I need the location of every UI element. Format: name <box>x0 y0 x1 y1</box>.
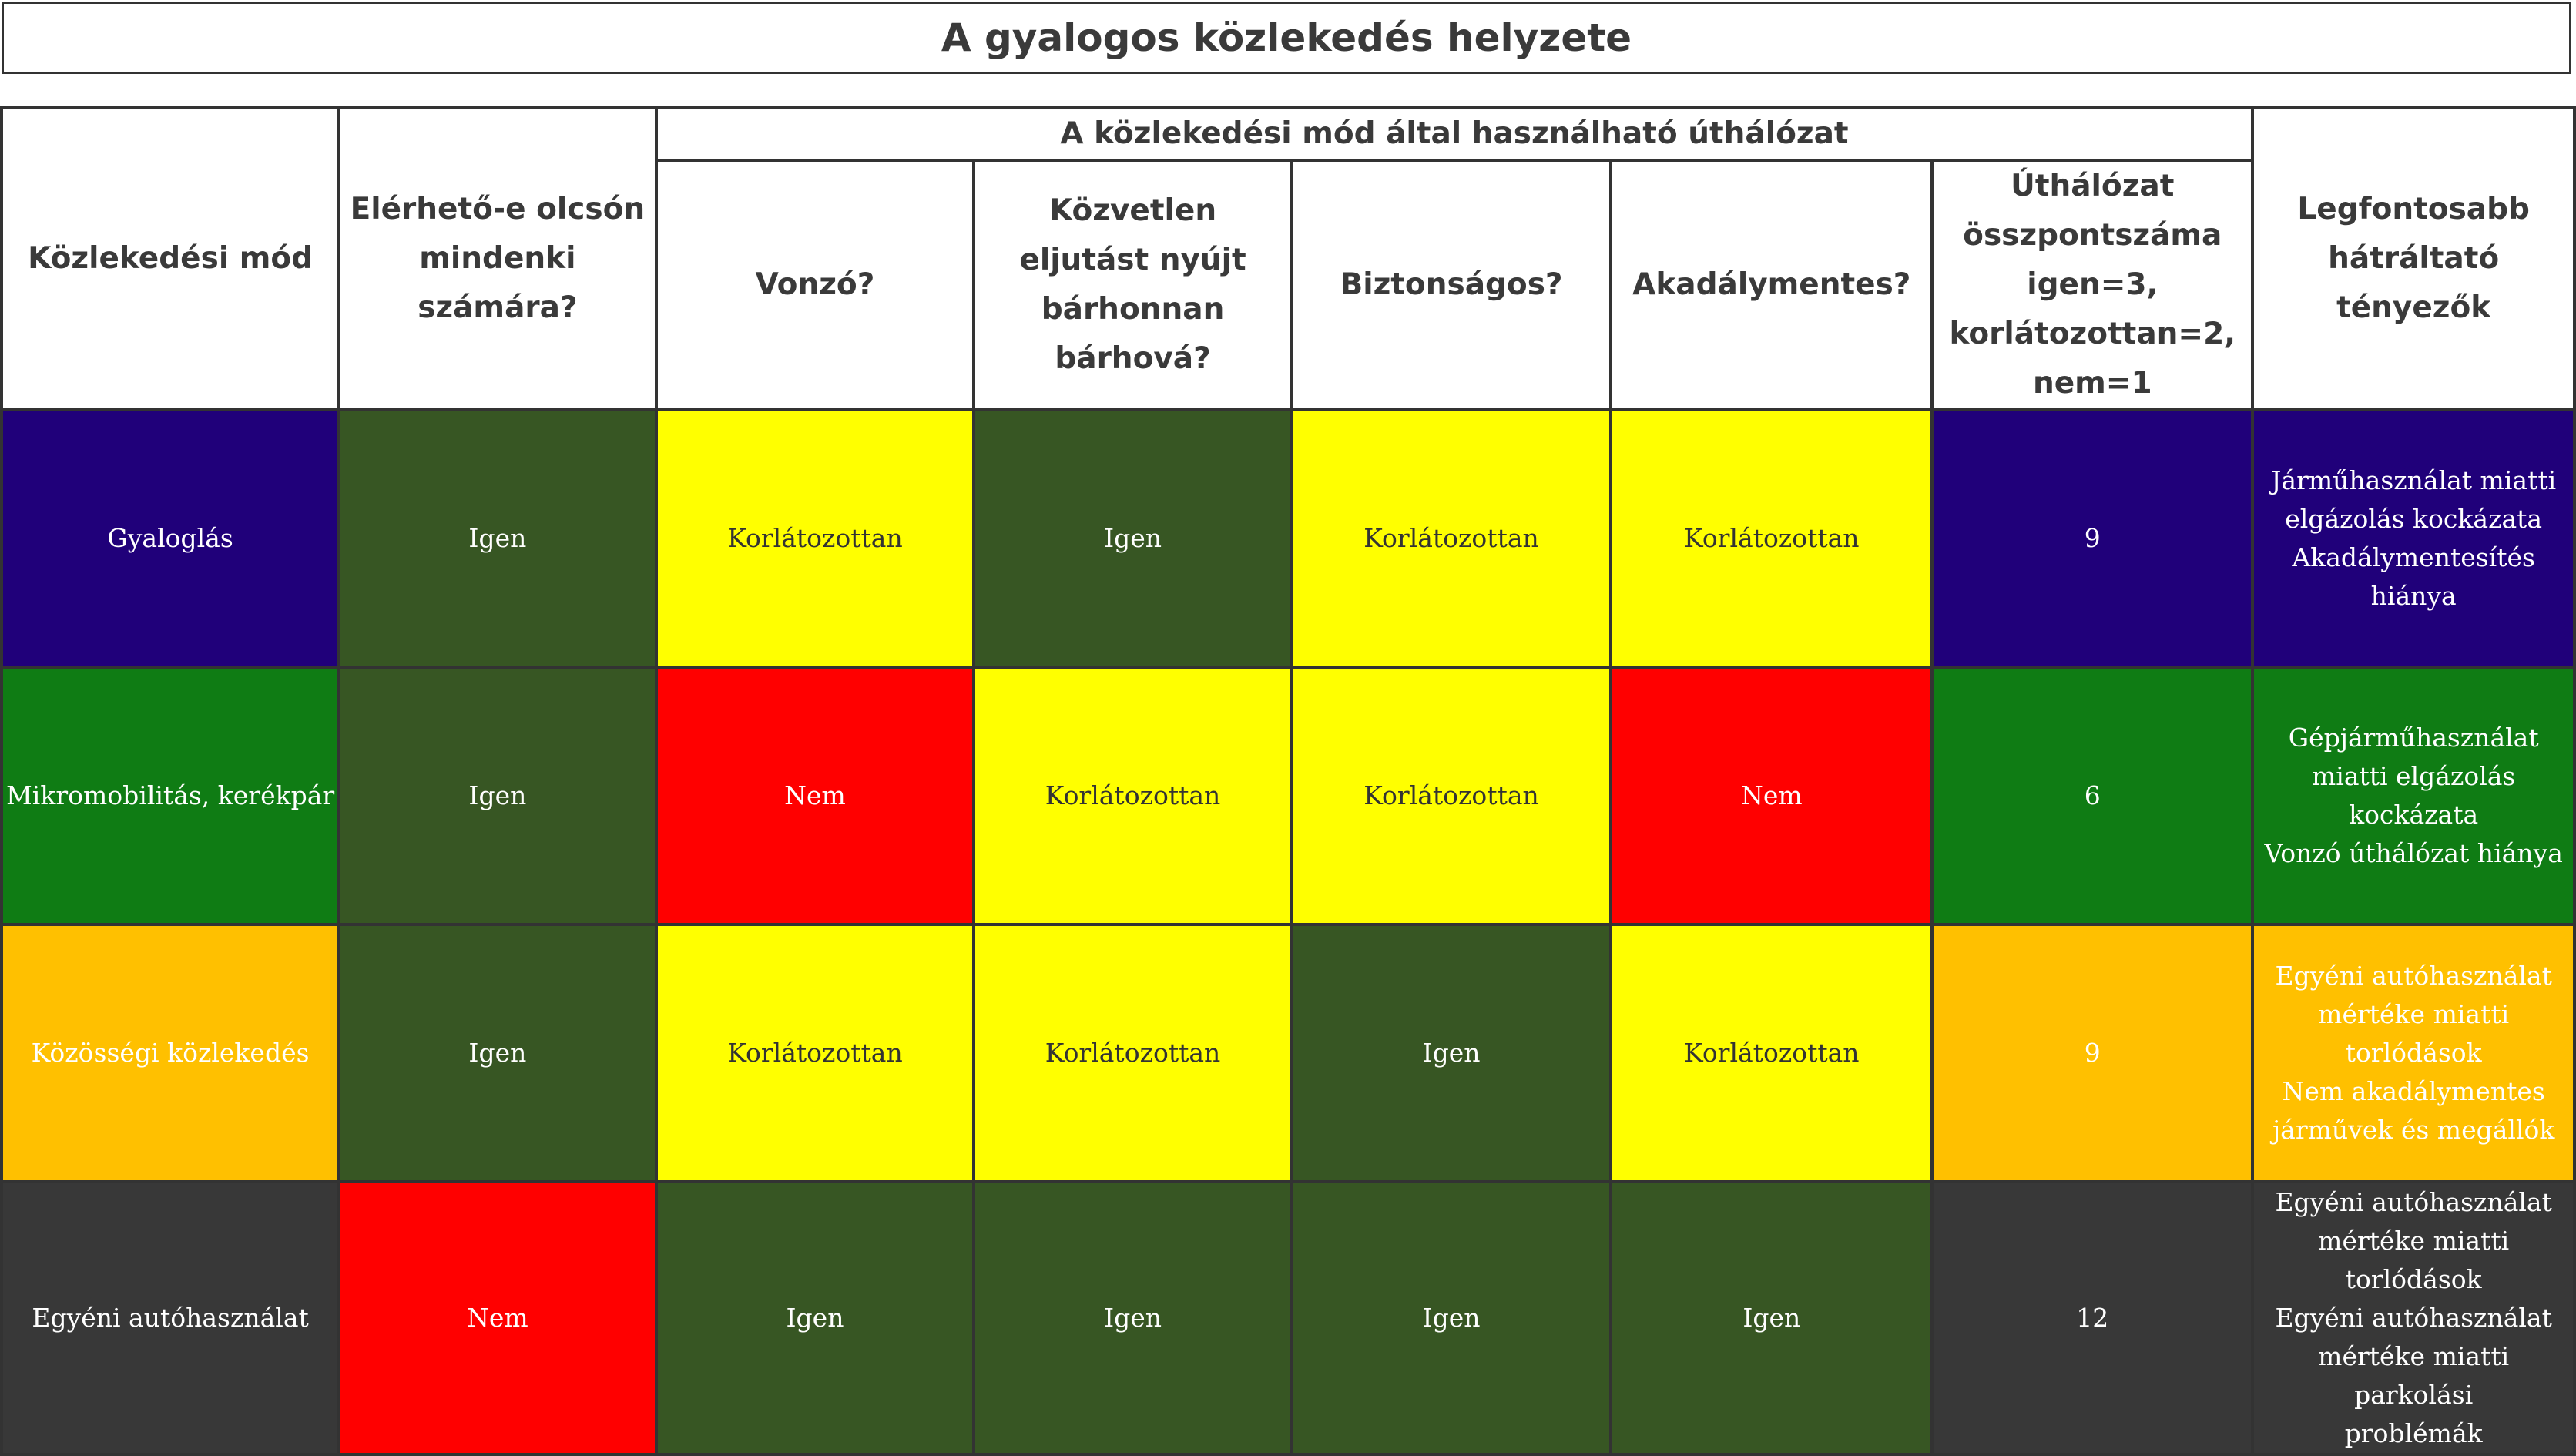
accessible-cell: Korlátozottan <box>1611 924 1932 1182</box>
affordable-cell: Igen <box>339 667 656 924</box>
safe-cell: Korlátozottan <box>1292 667 1612 924</box>
obstacles-cell: Egyéni autóhasználat mértéke miatti torlódások Egyéni autóhasználat mértéke miatti parkolási problémák <box>2252 1182 2574 1454</box>
header-safe: Biztonságos? <box>1292 160 1612 410</box>
affordable-cell: Nem <box>339 1182 656 1454</box>
direct-cell: Korlátozottan <box>974 667 1291 924</box>
attractive-cell: Igen <box>656 1182 974 1454</box>
direct-cell: Korlátozottan <box>974 924 1291 1182</box>
safe-cell: Igen <box>1292 1182 1612 1454</box>
transport-table <box>0 106 2576 1456</box>
attractive-cell: Korlátozottan <box>656 924 974 1182</box>
accessible-cell: Nem <box>1611 667 1932 924</box>
direct-cell: Igen <box>974 410 1291 667</box>
header-mode: Közlekedési mód <box>2 108 339 410</box>
header-obstacles: Legfontosabb hátráltató tényezők <box>2252 108 2574 410</box>
header-accessible: Akadálymentes? <box>1611 160 1932 410</box>
score-cell: 9 <box>1932 924 2252 1182</box>
affordable-cell: Igen <box>339 410 656 667</box>
direct-cell: Igen <box>974 1182 1291 1454</box>
score-cell: 6 <box>1932 667 2252 924</box>
mode-cell: Közösségi közlekedés <box>2 924 339 1182</box>
header-attractive: Vonzó? <box>656 160 974 410</box>
accessible-cell: Korlátozottan <box>1611 410 1932 667</box>
mode-cell: Egyéni autóhasználat <box>2 1182 339 1454</box>
table-row <box>2 924 2574 1182</box>
safe-cell: Korlátozottan <box>1292 410 1612 667</box>
obstacles-cell: Gépjárműhasználat miatti elgázolás kockázata Vonzó úthálózat hiánya <box>2252 667 2574 924</box>
attractive-cell: Nem <box>656 667 974 924</box>
header-network-group: A közlekedési mód által használható úthálózat <box>656 108 2253 160</box>
header-affordable: Elérhető-e olcsón mindenki számára? <box>339 108 656 410</box>
table-row <box>2 667 2574 924</box>
header-score: Úthálózat összpontszáma igen=3, korlátozottan=2, nem=1 <box>1932 160 2252 410</box>
score-cell: 12 <box>1932 1182 2252 1454</box>
obstacles-cell: Egyéni autóhasználat mértéke miatti torlódások Nem akadálymentes járművek és megállók <box>2252 924 2574 1182</box>
page-title: A gyalogos közlekedés helyzete <box>2 2 2571 74</box>
table-row <box>2 1182 2574 1454</box>
accessible-cell: Igen <box>1611 1182 1932 1454</box>
score-cell: 9 <box>1932 410 2252 667</box>
header-direct: Közvetlen eljutást nyújt bárhonnan bárhová? <box>974 160 1291 410</box>
affordable-cell: Igen <box>339 924 656 1182</box>
table-row <box>2 410 2574 667</box>
obstacles-cell: Járműhasználat miatti elgázolás kockázata Akadálymentesítés hiánya <box>2252 410 2574 667</box>
attractive-cell: Korlátozottan <box>656 410 974 667</box>
mode-cell: Gyaloglás <box>2 410 339 667</box>
safe-cell: Igen <box>1292 924 1612 1182</box>
mode-cell: Mikromobilitás, kerékpár <box>2 667 339 924</box>
